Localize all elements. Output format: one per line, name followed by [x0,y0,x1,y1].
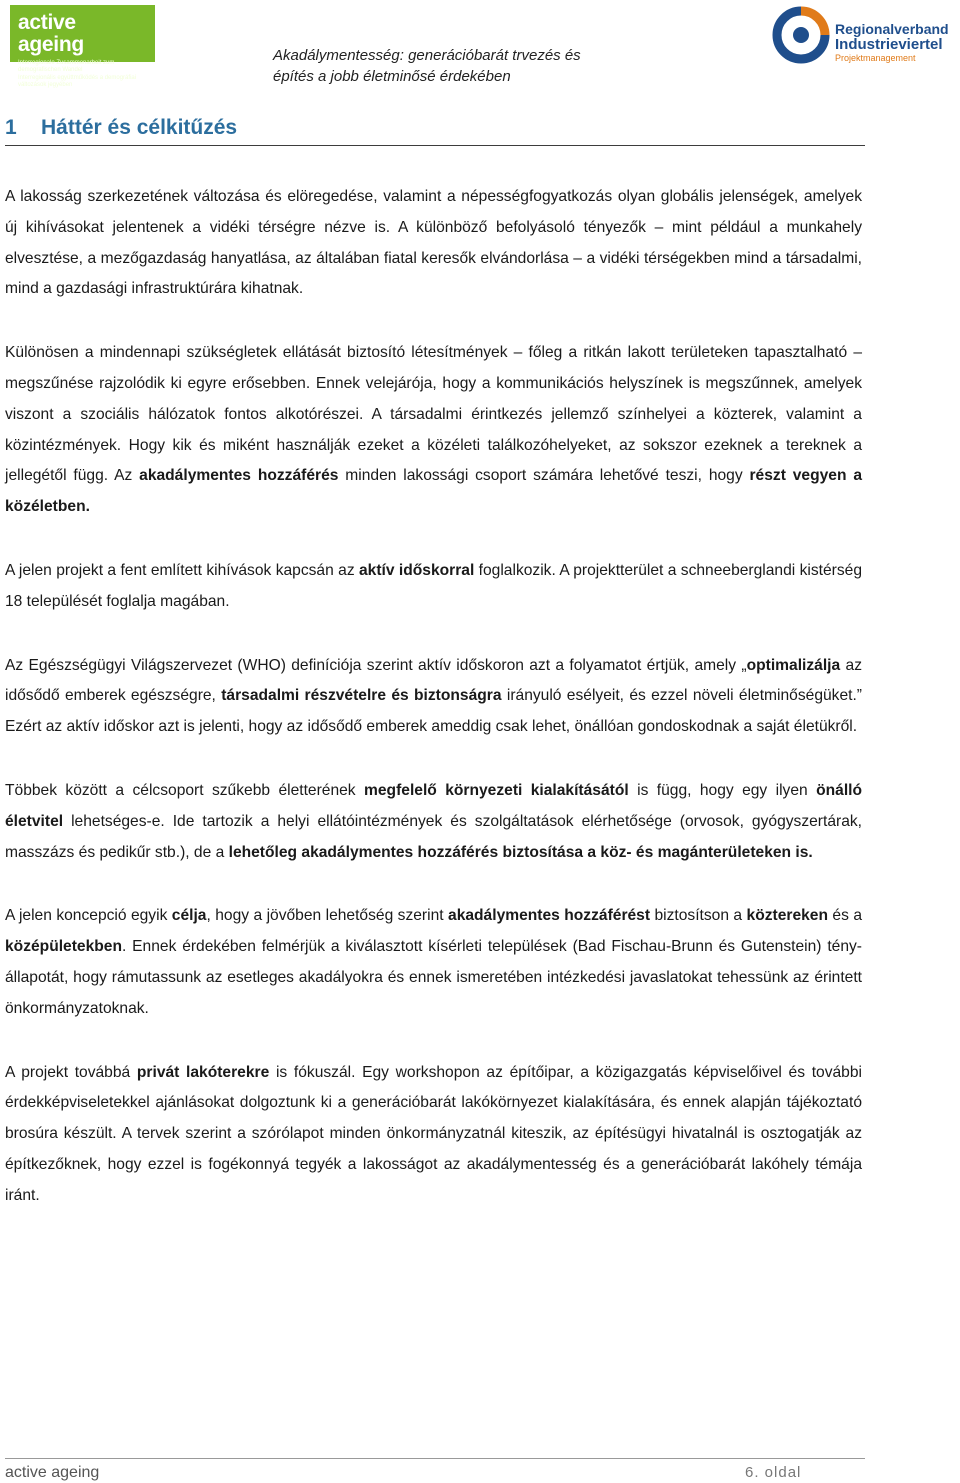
text-run: A lakosság szerkezetének változása és elöregedése, valamint a népességfogyatkozás olyan globális jelenségek, amelyek új kihívásokat jelentenek a vidéki térségre nézve is. A különböző befolyásoló tényezők – mint például a munkahely elvesztése, a mezőgazdaság hanyatlása, az általában fiatal keresők elvándorlása – a vidéki térségekben mind a társadalmi, mind a gazdasági infrastruktúrára kihatnak. [5,188,862,298]
section-title: Háttér és célkitűzés [41,116,238,139]
header-title-line-2: építés a jobb életminősé érdekében [273,68,511,85]
paragraph [5,776,862,868]
text-run: foglalkozik. A projektterület a schneeberglandi kistérség 18 települését foglalja magában. [5,561,862,610]
active-ageing-logo [10,5,155,88]
section-number: 1 [5,116,17,139]
text-run: minden lakossági csoport számára lehetővé teszi, hogy [338,467,750,485]
paragraph [5,901,862,1024]
header-title-line-1: Akadálymentesség: generációbarát trvezés és [273,47,581,64]
paragraph [5,651,862,743]
text-run: , hogy a jövőben lehetőség szerint [206,907,449,925]
bold-text-run: társadalmi részvételre és biztonságra [221,687,502,705]
paragraph [5,556,862,618]
text-run: Az Egészségügyi Világszervezet (WHO) definíciója szerint aktív időskoron azt a folyamatot értjük, amely „ [5,656,747,674]
body-text [5,182,862,1245]
paragraph [5,338,862,523]
bold-text-run: célja [171,907,207,925]
regionalverband-logo [770,5,955,65]
text-run: is fókuszál. Egy workshopon az építőipar, a közigazgatás képviselőivel és további érdekképviseletekkel ajánlásokat dolgoztunk ki a generációbarát lakókörnyezet kialakítására, és ennek alapján tájékoztató brosúra készült. A tervek szerint a szórólapot minden önkormányzatnál kiteszik, az építésügyi hivatalnál is osztogatják az építkezőknek, hogy ezzel is fogékonnyá tegyék a lakosságot az akadálymentesség és a generációbarát lakóhely témája iránt. [5,1063,862,1204]
text-run: az idősődő emberek egészségre, [5,656,862,705]
logo-tagline-hu: Interregionális együttműködés a demográfiai változások jegyében [18,75,137,88]
footer-project-name: active ageing [5,1464,100,1481]
text-run: lehetséges-e. Ide tartozik a helyi ellátóintézmények és szolgáltatások elérhetősége (orvosok, gyógyszertárak, masszázs és pedikűr stb.), de a [5,812,862,861]
bold-text-run: optimalizálja [746,656,841,674]
bold-text-run: akadálymentes hozzáférés [139,467,339,485]
paragraph [5,1058,862,1212]
bold-text-run: köztereken [746,907,829,925]
footer-page-number: 6. oldal [745,1464,802,1481]
text-run: A projekt továbbá [5,1063,137,1081]
bold-text-run: lehetőleg akadálymentes hozzáférés biztosítása a köz- és magánterületeken is. [228,843,813,861]
text-run: és a [828,907,862,925]
regionalverband-emblem-icon [770,5,832,65]
paragraph [5,182,862,305]
logo-brand-text: active ageing [18,11,84,56]
footer-divider [5,1458,865,1459]
logo-line-1: Regionalverband [835,21,949,37]
text-run: biztosítson a [650,907,747,925]
bold-text-run: aktív időskorral [358,561,475,579]
bold-text-run: középületekben [5,938,122,956]
logo-line-2: Industrieviertel [835,36,943,53]
bold-text-run: privát lakóterekre [136,1063,270,1081]
text-run: A jelen projekt a fent említett kihívások kapcsán az [5,561,359,579]
bold-text-run: részt vegyen a közéletben. [5,467,863,516]
bold-text-run: önálló életvitel [5,781,863,830]
text-run: A jelen koncepció egyik [5,907,172,925]
bold-text-run: megfelelő környezeti kialakításától [364,781,629,799]
bold-text-run: akadálymentes hozzáférést [448,907,651,925]
section-heading [5,116,865,146]
document-header-title [273,45,633,87]
logo-tagline: Interregionale Zusammenarbeit zum demografischen Wandel [18,60,115,73]
text-run: is függ, hogy egy ilyen [628,781,817,799]
text-run: . Ennek érdekében felmérjük a kiválasztott kísérleti települések (Bad Fischau-Brunn és Gutenstein) tény-állapotát, hogy rámutassunk az esetleges akadályokra és ennek ismeretében intézkedési javaslatokat tehessünk az érintett önkormányzatoknak. [5,938,862,1017]
logo-line-3: Projektmanagement [835,53,916,63]
text-run: irányuló esélyeit, és ezzel növeli életminőségüket.” Ezért az aktív időskor azt is jelenti, hogy az idősődő emberek ameddig csak lehet, önállóan gondoskodnak a saját életükről. [5,687,862,736]
text-run: Különösen a mindennapi szükségletek ellátását biztosító létesítmények – főleg a ritkán lakott területeken tapasztalható – megszűnése rajzolódik ki egyre erősebben. Ennek velejárója, hogy a kommunikációs helyszínek is megszűnnek, amelyek viszont a szociális hálózatok fontos alkotórészei. A társadalmi érintkezés jellemző színhelyei a közterek, valamint a közintézmények. Hogy kik és miként használják ezeket a közéleti találkozóhelyeket, az sokszor ezeknek a tereknek a jellegétől függ. Az [5,344,862,485]
text-run: Többek között a célcsoport szűkebb életterének [5,781,365,799]
